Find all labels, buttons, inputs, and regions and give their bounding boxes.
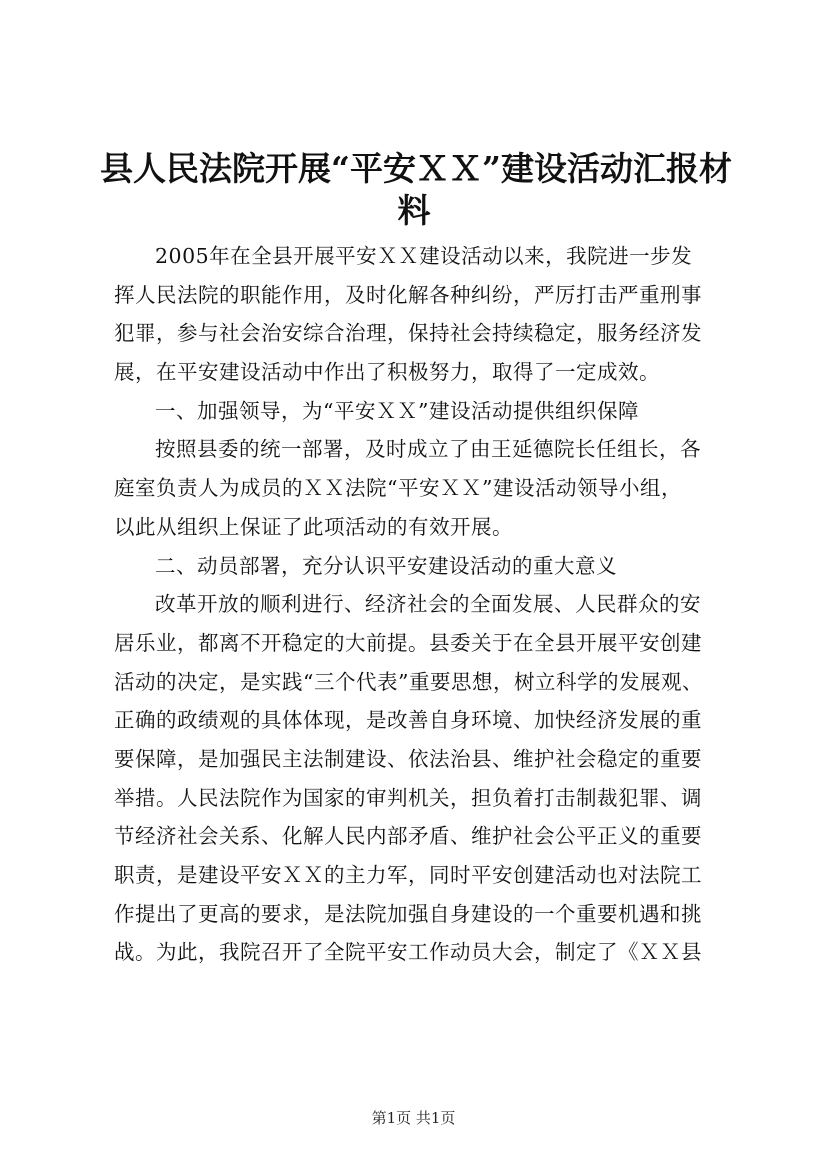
paragraph-3-line-6: 举措。人民法院作为国家的审判机关，担负着打击制裁犯罪、调 xyxy=(114,785,702,810)
paragraph-3-line-8: 职责，是建设平安ＸＸ的主力军，同时平安创建活动也对法院工 xyxy=(114,863,702,887)
paragraph-3-line-4: 正确的政绩观的具体体现，是改善自身环境、加快经济发展的重 xyxy=(114,708,702,733)
paragraph-3-line-10: 战。为此，我院召开了全院平安工作动员大会，制定了《ＸＸ县 xyxy=(114,940,702,965)
section-heading-2: 二、动员部署，充分认识平安建设活动的重大意义 xyxy=(155,553,617,578)
paragraph-1-line-4: 展，在平安建设活动中作出了积极努力，取得了一定成效。 xyxy=(114,360,660,385)
paragraph-3-line-5: 要保障，是加强民主法制建设、依法治县、维护社会稳定的重要 xyxy=(114,746,702,771)
paragraph-2-line-2: 庭室负责人为成员的ＸＸ法院“平安ＸＸ”建设活动领导小组， xyxy=(114,476,682,501)
section-heading-1: 一、加强领导，为“平安ＸＸ”建设活动提供组织保障 xyxy=(155,398,639,423)
title-line-2: 料 xyxy=(397,191,431,230)
paragraph-3-line-1: 改革开放的顺利进行、经济社会的全面发展、人民群众的安 xyxy=(155,592,701,617)
paragraph-3-line-2: 居乐业，都离不开稳定的大前提。县委关于在全县开展平安创建 xyxy=(114,630,702,655)
paragraph-1-line-3: 犯罪，参与社会治安综合治理，保持社会持续稳定，服务经济发 xyxy=(114,321,702,346)
document-body xyxy=(114,237,734,972)
document-title xyxy=(100,148,732,232)
paragraph-3-line-7: 节经济社会关系、化解人民内部矛盾、维护社会公平正义的重要 xyxy=(114,824,702,849)
title-line-1: 县人民法院开展“平安ＸＸ”建设活动汇报材 xyxy=(100,149,732,188)
paragraph-2-line-1: 按照县委的统一部署，及时成立了由王延德院长任组长，各 xyxy=(155,437,701,462)
paragraph-1-line-1: 2005年在全县开展平安ＸＸ建设活动以来，我院进一步发 xyxy=(155,244,693,268)
paragraph-1-line-2: 挥人民法院的职能作用，及时化解各种纠纷，严厉打击严重刑事 xyxy=(114,282,702,307)
page-number-footer: 第1页 共1页 xyxy=(371,1109,456,1127)
paragraph-3-line-9: 作提出了更高的要求，是法院加强自身建设的一个重要机遇和挑 xyxy=(114,901,702,926)
paragraph-3-line-3: 活动的决定，是实践“三个代表”重要思想，树立科学的发展观、 xyxy=(114,669,703,694)
paragraph-2-line-3: 以此从组织上保证了此项活动的有效开展。 xyxy=(114,514,513,539)
